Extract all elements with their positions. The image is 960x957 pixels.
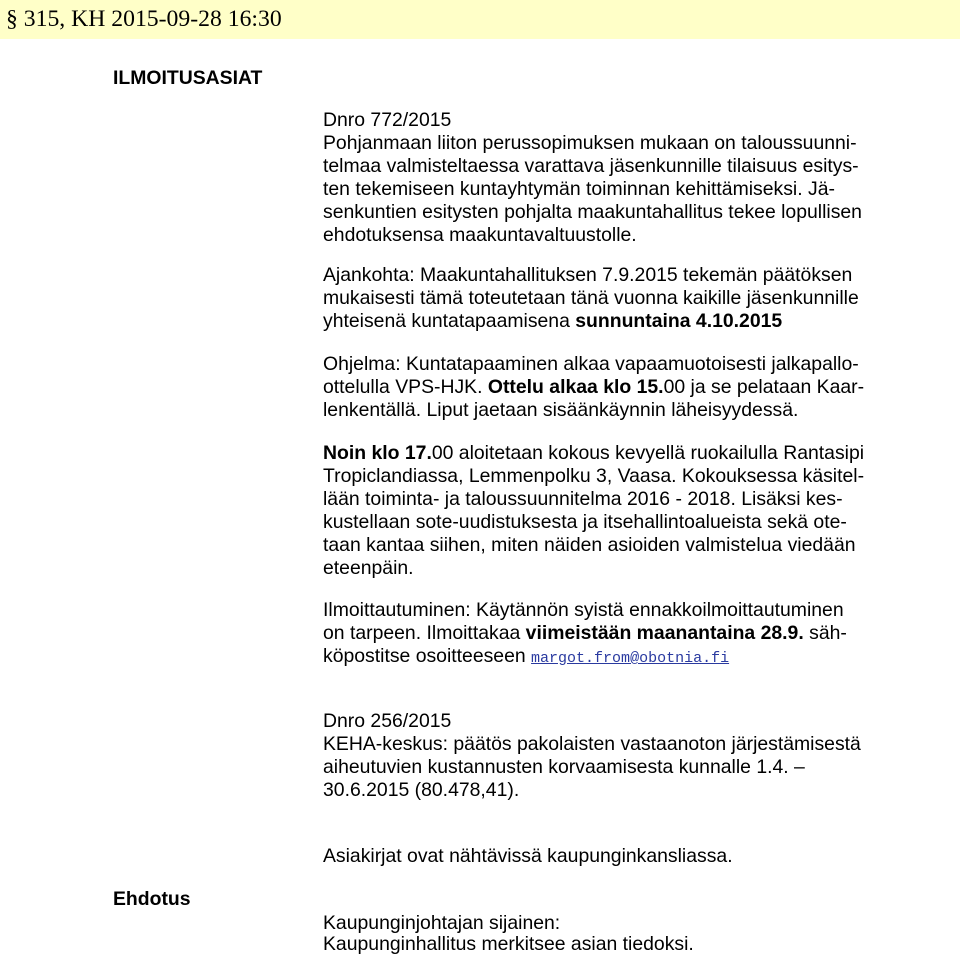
- notice-1-intro: [323, 109, 862, 247]
- meeting-line: [323, 442, 864, 465]
- description-line: telmaa valmisteltaessa varattava jäsenkunnille tilaisuus esitys-: [323, 155, 859, 177]
- meeting-line: kustellaan sote-uudistuksesta ja itsehallintoalueista sekä ote-: [323, 511, 847, 533]
- proposal-line: Kaupunginjohtajan sijainen:: [323, 912, 561, 934]
- program-line: lenkentällä. Liput jaetaan sisäänkäynnin läheisyydessä.: [323, 399, 799, 421]
- notice-2-line: 30.6.2015 (80.478,41).: [323, 779, 520, 801]
- meeting-text: 00 aloitetaan kokous kevyellä ruokailulla Rantasipi: [431, 442, 865, 464]
- notice-1-registration: [323, 599, 847, 668]
- notice-1-program: [323, 353, 864, 422]
- registration-deadline-highlight: viimeistään maanantaina 28.9.: [525, 622, 804, 644]
- section-heading: ILMOITUSASIAT: [113, 67, 263, 89]
- description-line: senkuntien esitysten pohjalta maakuntahallitus tekee lopullisen: [323, 201, 862, 223]
- meeting-line: taan kantaa siihen, miten näiden asioiden valmistelua viedään: [323, 534, 856, 556]
- registration-text: on tarpeen. Ilmoittakaa: [323, 622, 521, 644]
- registration-text: säh-: [809, 622, 847, 644]
- notice-1-dnro: Dnro 772/2015: [323, 109, 452, 131]
- program-line: [323, 376, 864, 399]
- notice-2-dnro: Dnro 256/2015: [323, 710, 452, 732]
- match-time-highlight: Ottelu alkaa klo 15.: [487, 376, 664, 398]
- description-line: ten tekemiseen kuntayhtymän toiminnan kehittämiseksi. Jä-: [323, 178, 835, 200]
- meeting-line: Tropiclandiassa, Lemmenpolku 3, Vaasa. Kokouksessa käsitel-: [323, 465, 865, 487]
- timing-line: [323, 310, 859, 333]
- registration-line: [323, 645, 847, 668]
- documents-note-text: Asiakirjat ovat nähtävissä kaupunginkansliassa.: [323, 845, 733, 867]
- meeting-reference-title: § 315, KH 2015-09-28 16:30: [6, 6, 282, 32]
- header-bar: [0, 0, 960, 39]
- meeting-line: eteenpäin.: [323, 557, 414, 579]
- email-link[interactable]: margot.from@obotnia.fi: [531, 650, 730, 667]
- program-text: ottelulla VPS-HJK.: [323, 376, 483, 398]
- meeting-time-highlight: Noin klo 17.: [323, 442, 432, 464]
- documents-note: [323, 845, 733, 868]
- registration-line: [323, 622, 847, 645]
- description-line: Pohjanmaan liiton perussopimuksen mukaan on taloussuunni-: [323, 132, 857, 154]
- timing-line: mukaisesti tämä toteutetaan tänä vuonna kaikille jäsenkunnille: [323, 287, 859, 309]
- proposal-body: [323, 913, 694, 955]
- notice-2-line: aiheutuvien kustannusten korvaamisesta kunnalle 1.4. –: [323, 756, 805, 778]
- notice-1-meeting: [323, 442, 864, 580]
- registration-text: köpostitse osoitteeseen: [323, 645, 526, 667]
- program-line: Ohjelma: Kuntatapaaminen alkaa vapaamuotoisesti jalkapallo-: [323, 353, 859, 375]
- notice-2-line: KEHA-keskus: päätös pakolaisten vastaanoton järjestämisestä: [323, 733, 861, 755]
- timing-line: Ajankohta: Maakuntahallituksen 7.9.2015 tekemän päätöksen: [323, 264, 853, 286]
- notice-2: [323, 710, 861, 802]
- program-text: 00 ja se pelataan Kaar-: [663, 376, 865, 398]
- registration-line: Ilmoittautuminen: Käytännön syistä ennakkoilmoittautuminen: [323, 599, 844, 621]
- description-line: ehdotuksensa maakuntavaltuustolle.: [323, 224, 637, 246]
- proposal-line: Kaupunginhallitus merkitsee asian tiedoksi.: [323, 933, 694, 955]
- notice-1-timing: [323, 264, 859, 333]
- meeting-date-highlight: sunnuntaina 4.10.2015: [575, 310, 783, 332]
- meeting-line: lään toiminta- ja taloussuunnitelma 2016 - 2018. Lisäksi kes-: [323, 488, 843, 510]
- timing-text: yhteisenä kuntatapaamisena: [323, 310, 570, 332]
- proposal-heading: Ehdotus: [113, 888, 191, 910]
